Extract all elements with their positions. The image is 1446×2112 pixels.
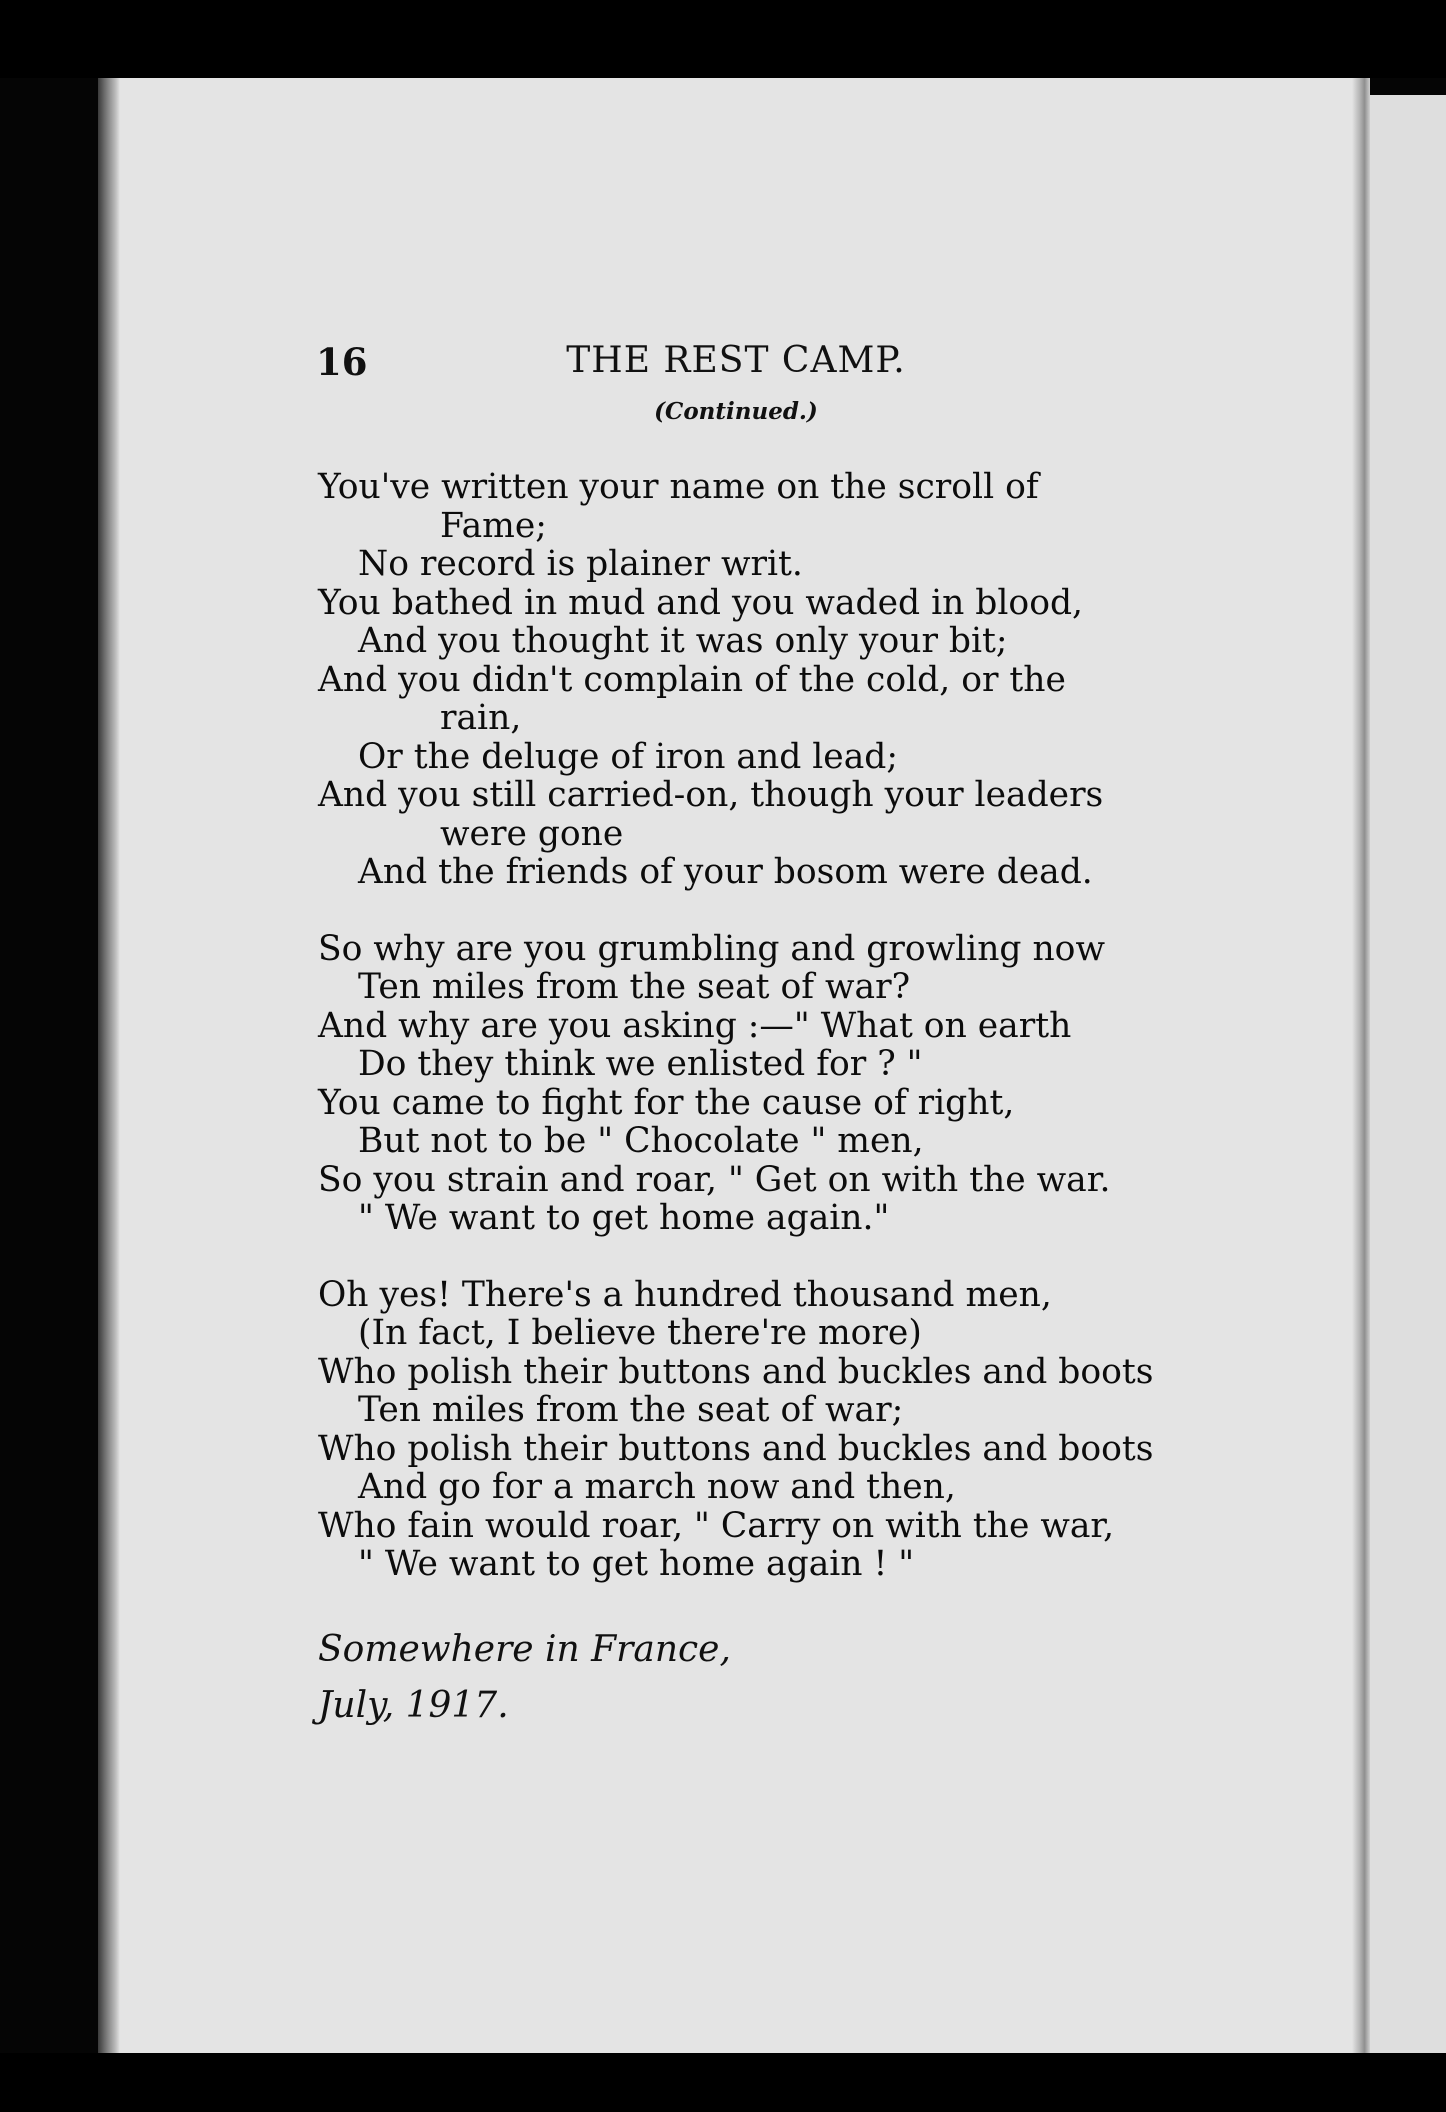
poem-line: You bathed in mud and you waded in blood,	[318, 582, 1084, 623]
poem-line: Who fain would roar, " Carry on with the war,	[318, 1505, 1115, 1546]
page-header	[316, 340, 1156, 400]
poem-body	[318, 468, 1178, 1622]
stanza	[318, 1276, 1178, 1584]
poem-line: Or the deluge of iron and lead;	[358, 736, 898, 777]
poem-line: rain,	[440, 698, 522, 738]
poem-line: And why are you asking :—" What on earth	[318, 1005, 1072, 1046]
signoff-place: Somewhere in France,	[318, 1629, 731, 1670]
poem-line: And the friends of your bosom were dead.	[358, 852, 1093, 892]
poem-line: And you thought it was only your bit;	[358, 621, 1008, 661]
continued-note: (Continued.)	[654, 398, 818, 425]
scan-border-bottom	[0, 2053, 1446, 2112]
poem-line: So why are you grumbling and growling now	[318, 928, 1105, 969]
poem-line: You came to fight for the cause of right,	[318, 1082, 1015, 1123]
poem-line: Ten miles from the seat of war;	[358, 1390, 904, 1430]
scan-border-top	[0, 0, 1446, 78]
poem-line: And you didn't complain of the cold, or the	[318, 659, 1066, 700]
poem-line: were gone	[440, 813, 624, 854]
poem-line: No record is plainer writ.	[358, 544, 803, 584]
poem-line: " We want to get home again."	[358, 1198, 890, 1238]
page-number: 16	[316, 340, 368, 384]
poem-line: Ten miles from the seat of war?	[358, 967, 911, 1007]
poem-line: But not to be " Chocolate " men,	[358, 1121, 924, 1161]
poem-line: Fame;	[440, 505, 547, 546]
poem-line: You've written your name on the scroll of	[318, 467, 1039, 507]
poem-line: Who polish their buttons and buckles and boots	[318, 1428, 1154, 1469]
poem-line: (In fact, I believe there're more)	[358, 1313, 922, 1353]
signoff-date: July, 1917.	[318, 1685, 509, 1726]
page-title: THE REST CAMP.	[566, 340, 906, 381]
poem-line: Who polish their buttons and buckles and boots	[318, 1351, 1154, 1392]
poem-line: Do they think we enlisted for ? "	[358, 1044, 923, 1084]
stanza	[318, 930, 1178, 1238]
page-binding-edge	[98, 78, 120, 2053]
poem-line: Oh yes! There's a hundred thousand men,	[318, 1274, 1052, 1315]
signoff	[318, 1622, 731, 1734]
facing-page-edge	[1370, 95, 1446, 2060]
poem-line: And you still carried-on, though your leaders	[318, 775, 1104, 815]
stanza	[318, 468, 1178, 892]
poem-line: And go for a march now and then,	[358, 1467, 956, 1507]
poem-line: " We want to get home again ! "	[358, 1544, 915, 1584]
poem-line: So you strain and roar, " Get on with the war.	[318, 1159, 1111, 1200]
page-gutter	[1352, 78, 1370, 2053]
